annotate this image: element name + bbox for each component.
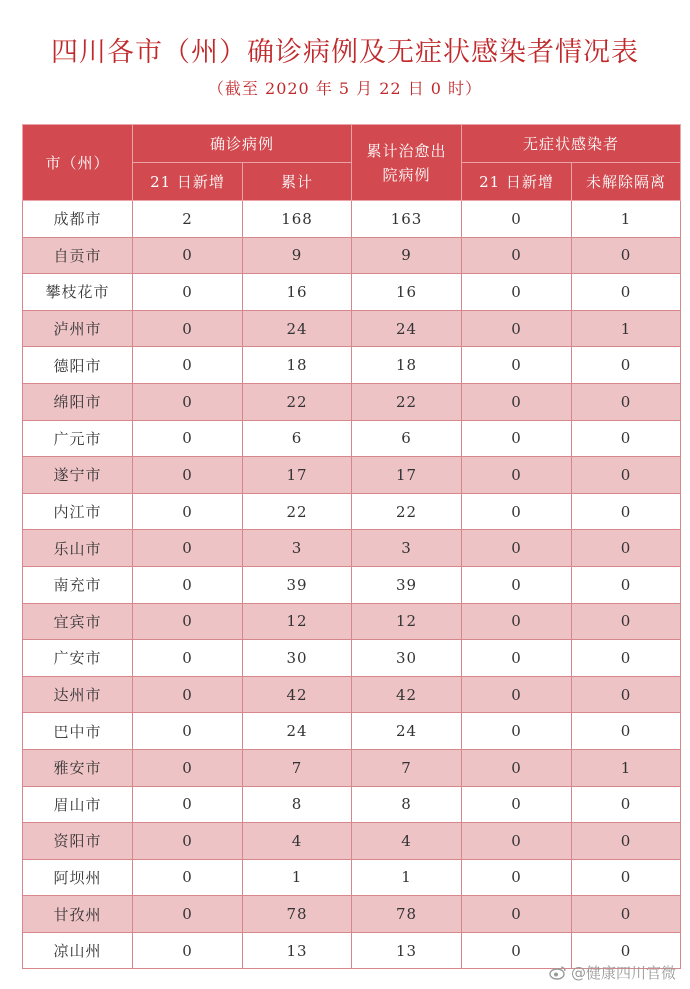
cell-total: 6 <box>243 420 352 457</box>
table-row <box>23 237 681 274</box>
cell-city: 眉山市 <box>23 786 133 823</box>
header-under-observation: 未解除隔离 <box>572 163 681 201</box>
cell-asym-new: 0 <box>462 749 572 786</box>
cell-total: 9 <box>243 237 352 274</box>
table-row <box>23 896 681 933</box>
page-subtitle: （截至 2020 年 5 月 22 日 0 时） <box>207 79 483 98</box>
header-confirmed: 确诊病例 <box>133 125 352 163</box>
page-title: 四川各市（州）确诊病例及无症状感染者情况表 <box>51 37 639 68</box>
weibo-icon <box>549 965 567 980</box>
cell-asym-obs: 0 <box>572 383 681 420</box>
cell-new: 0 <box>133 420 243 457</box>
cell-asym-obs: 0 <box>572 420 681 457</box>
watermark <box>549 962 676 983</box>
table-row <box>23 823 681 860</box>
cell-total: 30 <box>243 640 352 677</box>
cell-asym-new: 0 <box>462 530 572 567</box>
cell-new: 0 <box>133 310 243 347</box>
cell-asym-new: 0 <box>462 786 572 823</box>
cell-asym-obs: 0 <box>572 274 681 311</box>
cell-total: 39 <box>243 566 352 603</box>
table-row <box>23 201 681 238</box>
cell-asym-new: 0 <box>462 859 572 896</box>
cell-total: 4 <box>243 823 352 860</box>
cell-new: 0 <box>133 383 243 420</box>
table-row <box>23 713 681 750</box>
cell-asym-obs: 1 <box>572 201 681 238</box>
cell-asym-obs: 0 <box>572 676 681 713</box>
cell-asym-obs: 0 <box>572 566 681 603</box>
cell-asym-obs: 0 <box>572 932 681 969</box>
cell-new: 0 <box>133 274 243 311</box>
cell-city: 自贡市 <box>23 237 133 274</box>
cell-asym-new: 0 <box>462 566 572 603</box>
cell-new: 2 <box>133 201 243 238</box>
cell-new: 0 <box>133 347 243 384</box>
cell-asym-obs: 0 <box>572 640 681 677</box>
cell-city: 广元市 <box>23 420 133 457</box>
table-row <box>23 274 681 311</box>
cell-asym-new: 0 <box>462 420 572 457</box>
cell-cured: 42 <box>352 676 462 713</box>
cell-city: 雅安市 <box>23 749 133 786</box>
table-row <box>23 786 681 823</box>
cell-cured: 1 <box>352 859 462 896</box>
cell-cured: 12 <box>352 603 462 640</box>
cell-cured: 24 <box>352 713 462 750</box>
cell-new: 0 <box>133 640 243 677</box>
header-new-21: 21 日新增 <box>133 163 243 201</box>
header-cumulative: 累计 <box>243 163 352 201</box>
table-row <box>23 493 681 530</box>
cell-new: 0 <box>133 713 243 750</box>
cell-cured: 3 <box>352 530 462 567</box>
cell-new: 0 <box>133 932 243 969</box>
cell-cured: 39 <box>352 566 462 603</box>
header-discharged-label: 累计治愈出院病例 <box>366 141 447 184</box>
cell-asym-new: 0 <box>462 713 572 750</box>
cell-asym-obs: 0 <box>572 530 681 567</box>
header-discharged <box>352 125 462 201</box>
cell-total: 7 <box>243 749 352 786</box>
cell-city: 绵阳市 <box>23 383 133 420</box>
table-row <box>23 383 681 420</box>
cell-cured: 78 <box>352 896 462 933</box>
cell-city: 遂宁市 <box>23 457 133 494</box>
cell-new: 0 <box>133 823 243 860</box>
cell-total: 8 <box>243 786 352 823</box>
cell-city: 宜宾市 <box>23 603 133 640</box>
cell-asym-new: 0 <box>462 274 572 311</box>
cell-cured: 18 <box>352 347 462 384</box>
cell-asym-obs: 0 <box>572 603 681 640</box>
cell-cured: 22 <box>352 383 462 420</box>
cell-total: 24 <box>243 713 352 750</box>
cell-total: 24 <box>243 310 352 347</box>
cell-asym-obs: 0 <box>572 237 681 274</box>
cell-cured: 13 <box>352 932 462 969</box>
cell-city: 达州市 <box>23 676 133 713</box>
table-row <box>23 749 681 786</box>
cell-asym-obs: 0 <box>572 493 681 530</box>
cell-total: 42 <box>243 676 352 713</box>
cell-asym-new: 0 <box>462 640 572 677</box>
cell-total: 17 <box>243 457 352 494</box>
cell-asym-obs: 0 <box>572 859 681 896</box>
cell-new: 0 <box>133 603 243 640</box>
cell-asym-obs: 0 <box>572 823 681 860</box>
watermark-text: @健康四川官微 <box>570 964 676 982</box>
cell-city: 泸州市 <box>23 310 133 347</box>
cell-asym-obs: 0 <box>572 713 681 750</box>
cell-total: 22 <box>243 493 352 530</box>
cell-city: 成都市 <box>23 201 133 238</box>
cell-city: 阿坝州 <box>23 859 133 896</box>
cell-city: 内江市 <box>23 493 133 530</box>
cell-asym-obs: 1 <box>572 310 681 347</box>
cell-asym-new: 0 <box>462 603 572 640</box>
cell-cured: 9 <box>352 237 462 274</box>
cell-city: 资阳市 <box>23 823 133 860</box>
cell-city: 巴中市 <box>23 713 133 750</box>
cell-new: 0 <box>133 237 243 274</box>
cell-total: 18 <box>243 347 352 384</box>
table-row <box>23 640 681 677</box>
cell-asym-obs: 1 <box>572 749 681 786</box>
cell-cured: 17 <box>352 457 462 494</box>
cell-cured: 24 <box>352 310 462 347</box>
cell-cured: 6 <box>352 420 462 457</box>
table-row <box>23 859 681 896</box>
header-city: 市（州） <box>23 125 133 201</box>
cell-asym-obs: 0 <box>572 347 681 384</box>
cell-city: 攀枝花市 <box>23 274 133 311</box>
cell-new: 0 <box>133 896 243 933</box>
header-asymptomatic: 无症状感染者 <box>462 125 681 163</box>
table-row <box>23 347 681 384</box>
cell-asym-new: 0 <box>462 896 572 933</box>
cell-total: 1 <box>243 859 352 896</box>
cell-total: 22 <box>243 383 352 420</box>
table-body <box>23 201 681 969</box>
cell-asym-new: 0 <box>462 310 572 347</box>
table-header <box>23 125 681 201</box>
table-row <box>23 566 681 603</box>
cell-asym-new: 0 <box>462 237 572 274</box>
table-row <box>23 530 681 567</box>
cell-asym-new: 0 <box>462 676 572 713</box>
cell-new: 0 <box>133 566 243 603</box>
table-row <box>23 310 681 347</box>
cell-asym-new: 0 <box>462 932 572 969</box>
cell-asym-obs: 0 <box>572 786 681 823</box>
cell-new: 0 <box>133 493 243 530</box>
cell-city: 南充市 <box>23 566 133 603</box>
cell-cured: 163 <box>352 201 462 238</box>
cell-cured: 16 <box>352 274 462 311</box>
cell-cured: 8 <box>352 786 462 823</box>
cell-total: 168 <box>243 201 352 238</box>
cell-total: 13 <box>243 932 352 969</box>
cell-asym-new: 0 <box>462 383 572 420</box>
cell-asym-new: 0 <box>462 493 572 530</box>
cell-city: 德阳市 <box>23 347 133 384</box>
statistics-table <box>22 124 681 969</box>
cell-asym-new: 0 <box>462 347 572 384</box>
cell-asym-obs: 0 <box>572 896 681 933</box>
cell-total: 78 <box>243 896 352 933</box>
cell-total: 3 <box>243 530 352 567</box>
cell-new: 0 <box>133 749 243 786</box>
cell-total: 12 <box>243 603 352 640</box>
cell-asym-obs: 0 <box>572 457 681 494</box>
table-row <box>23 603 681 640</box>
cell-city: 广安市 <box>23 640 133 677</box>
cell-new: 0 <box>133 786 243 823</box>
header-asym-new-21: 21 日新增 <box>462 163 572 201</box>
table-row <box>23 676 681 713</box>
cell-new: 0 <box>133 676 243 713</box>
cell-cured: 30 <box>352 640 462 677</box>
cell-city: 甘孜州 <box>23 896 133 933</box>
cell-asym-new: 0 <box>462 457 572 494</box>
cell-new: 0 <box>133 859 243 896</box>
table-row <box>23 420 681 457</box>
cell-asym-new: 0 <box>462 823 572 860</box>
cell-cured: 4 <box>352 823 462 860</box>
cell-cured: 22 <box>352 493 462 530</box>
table-row <box>23 457 681 494</box>
cell-city: 凉山州 <box>23 932 133 969</box>
cell-new: 0 <box>133 530 243 567</box>
cell-cured: 7 <box>352 749 462 786</box>
cell-asym-new: 0 <box>462 201 572 238</box>
cell-new: 0 <box>133 457 243 494</box>
cell-city: 乐山市 <box>23 530 133 567</box>
cell-total: 16 <box>243 274 352 311</box>
